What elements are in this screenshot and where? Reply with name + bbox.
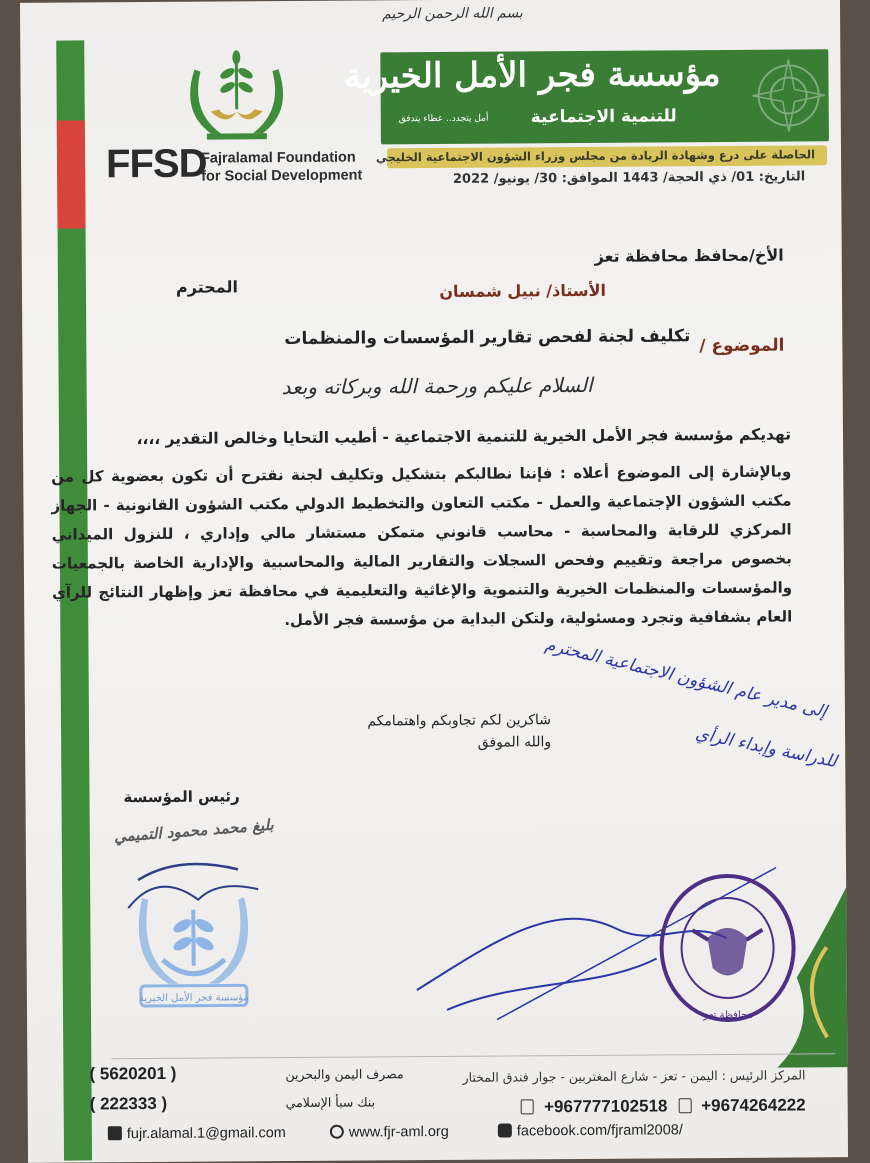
footer-bank-2: بنك سبأ الإسلامي (286, 1094, 376, 1110)
closing-thanks: شاكرين لكم تجاوبكم واهتمامكم (367, 709, 551, 732)
closing-blessing: والله الموفق (367, 731, 551, 754)
signatory-title: رئيس المؤسسة (123, 787, 239, 806)
footer-bank-1: مصرف اليمن والبحرين (285, 1066, 403, 1082)
org-slogan: أمل يتجدد.. عطاء يتدفق (399, 114, 489, 125)
respected-label: المحترم (176, 277, 238, 296)
footer-contacts (108, 1122, 748, 1148)
org-abbreviation: FFSD (106, 142, 207, 188)
footer-email[interactable]: fujr.alamal.1@gmail.com (127, 1125, 286, 1142)
org-name-arabic: مؤسسة فجر الأمل الخيرية (344, 54, 721, 97)
greeting: السلام عليكم ورحمة الله وبركاته وبعد (282, 373, 593, 399)
signatory-name: بليغ محمد محمود التميمي (113, 816, 274, 846)
footer-address: المركز الرئيس : اليمن - تعز - شارع المغتربين - جوار فندق المختار (463, 1067, 806, 1084)
footer-facebook[interactable]: facebook.com/fjraml2008/ (517, 1122, 683, 1139)
svg-text:للدراسة وإبداء الرأي: للدراسة وإبداء الرأي (694, 722, 841, 773)
svg-text:مؤسسة فجر الأمل الخيرية: مؤسسة فجر الأمل الخيرية (139, 990, 249, 1004)
recipient-title: الأخ/محافظ محافظة تعز (595, 246, 784, 266)
ffsd-logo-icon (180, 41, 293, 146)
footer-phone-1[interactable]: +9674264222 (701, 1095, 806, 1115)
basmala: بسم الله الرحمن الرحيم (382, 5, 523, 22)
corner-ornament-icon (756, 887, 847, 1068)
footer-divider (111, 1053, 835, 1059)
email-icon (108, 1126, 122, 1140)
org-subtitle-arabic: للتنمية الاجتماعية (531, 106, 677, 127)
subject-text: تكليف لجنة لفحص تقارير المؤسسات والمنظمات (284, 326, 690, 349)
footer-phones (515, 1095, 806, 1117)
header-banner (380, 49, 829, 144)
footer-bank-2-account: ( 222333 ) (90, 1094, 168, 1115)
recipient-name: الأستاذ/ نبيل شمسان (439, 281, 606, 301)
facebook-icon (498, 1123, 512, 1137)
letter-body: وبالإشارة إلى الموضوع أعلاه : فإننا نطالبكم بتشكيل وتكليف لجنة نقترح أن تكون بعضوية كل من مكتب الشؤون الإجتماعية والعمل - مكتب التعاون والتخطيط الدولي مكتب الشؤون القانونية - الجهاز المركزي للرقابة والمحاسبة - محاسب قانوني متمكن مستشار مالي وإداري ، للنزول الميداني بخصوص مراجعة وتقييم وفحص السجلات والتقارير المالية والمحاسبية والإدارية الخاصة بالجمعيات والمؤسسات والمنظمات الخيرية والتنموية والإغاثية والتعليمية في محافظة تعز وإظهار النتائج للرآي العام بشفافية وتجرد ومسئولية، ولتكن البداية من مؤسسة فجر الأمل. (51, 458, 792, 637)
letter-page (20, 0, 848, 1163)
web-icon (330, 1125, 344, 1139)
ornament-icon (748, 49, 829, 142)
footer-bank-1-account: ( 5620201 ) (89, 1064, 176, 1085)
footer-phone-2[interactable]: +967777102518 (544, 1096, 668, 1116)
intro-line: تهديكم مؤسسة فجر الأمل الخيرية للتنمية الاجتماعية - أطيب التحايا وخالص التقدير ،،،، (137, 426, 791, 449)
date-line: التاريخ: 01/ ذي الحجة/ 1443 الموافق: 30/ يونيو/ 2022 (453, 169, 805, 186)
svg-text:محافظة تعز: محافظة تعز (702, 1010, 753, 1021)
mobile-icon (521, 1099, 534, 1114)
award-text: الحاصلة على درع وشهادة الريادة من مجلس وزراء الشؤون الاجتماعية الخليجي (376, 147, 815, 164)
foundation-stamp-icon (118, 849, 269, 1010)
footer-website[interactable]: www.fjr-aml.org (349, 1124, 449, 1141)
left-red-bar (57, 120, 86, 228)
org-name-english: Fajralamal Foundation for Social Development (201, 148, 362, 185)
handwritten-note-text: إلى مدير عام الشؤون الاجتماعية المحترم (543, 635, 831, 723)
subject-label: الموضوع / (699, 336, 784, 357)
award-strip (387, 145, 827, 168)
phone-icon (678, 1098, 691, 1113)
